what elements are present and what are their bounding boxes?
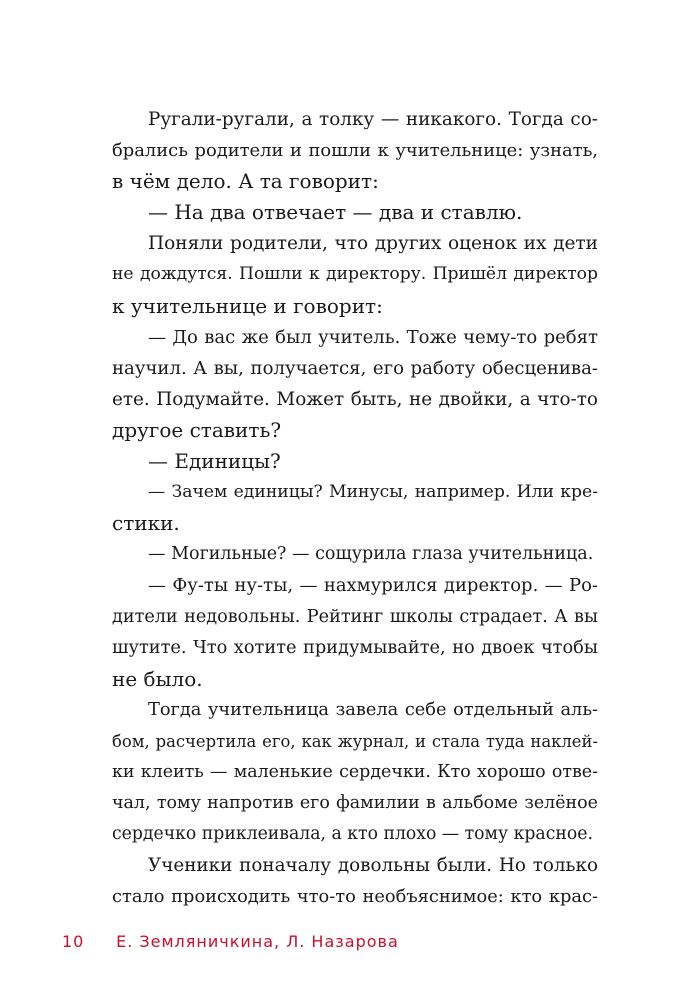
text-line: — Могильные? — сощурила глаза учительница.	[148, 544, 594, 565]
text-line: стики.	[112, 511, 180, 536]
text-line: — До вас же был учитель. Тоже чему-то ребят	[148, 326, 598, 348]
text-line: Ученики поначалу довольны были. Но только	[148, 855, 598, 877]
text-line: стало происходить что-то необъяснимое: кто крас-	[112, 886, 598, 908]
text-line: ете. Подумайте. Может быть, не двойки, а что-то	[112, 388, 598, 410]
text-line: чал, тому напротив его фамилии в альбоме зелёное	[112, 793, 598, 814]
text-line: — Фу-ты ну-ты, — нахмурился директор. — Ро-	[148, 575, 598, 597]
text-line: в чём дело. А та говорит:	[112, 169, 379, 194]
text-line: дители недовольны. Рейтинг школы страдает. А вы	[112, 606, 598, 627]
text-line: не дождутся. Пошли к директору. Пришёл директор	[112, 264, 598, 285]
text-line: научил. А вы, получается, его работу обесценива-	[112, 357, 598, 379]
text-line: не было.	[112, 666, 203, 691]
text-line: брались родители и пошли к учительнице: узнать,	[112, 140, 598, 162]
text-line: — Зачем единицы? Минусы, например. Или кре-	[148, 482, 598, 503]
text-line: бом, расчертила его, как журнал, и стала туда наклей-	[112, 731, 598, 751]
text-line: ки клеить — маленькие сердечки. Кто хорошо отве-	[112, 761, 598, 782]
text-line: Поняли родители, что других оценок их дети	[148, 233, 598, 255]
text-line: Тогда учительница завела себе отдельный аль-	[148, 699, 598, 720]
page-number: 10	[62, 932, 85, 951]
text-line: другое ставить?	[112, 417, 282, 442]
text-line: к учительнице и говорит:	[112, 293, 383, 318]
text-line: — Единицы?	[148, 449, 281, 474]
text-line: сердечко приклеивала, а кто плохо — тому красное.	[112, 824, 593, 845]
body-text	[112, 104, 598, 912]
text-line: — На два отвечает — два и ставлю.	[148, 200, 523, 225]
running-footer-authors: Е. Земляничкина, Л. Назарова	[116, 932, 399, 951]
page-footer	[62, 932, 399, 951]
text-line: Ругали-ругали, а толку — никакого. Тогда со-	[148, 109, 598, 130]
text-line: шутите. Что хотите придумывайте, но двоек чтобы	[112, 637, 598, 658]
